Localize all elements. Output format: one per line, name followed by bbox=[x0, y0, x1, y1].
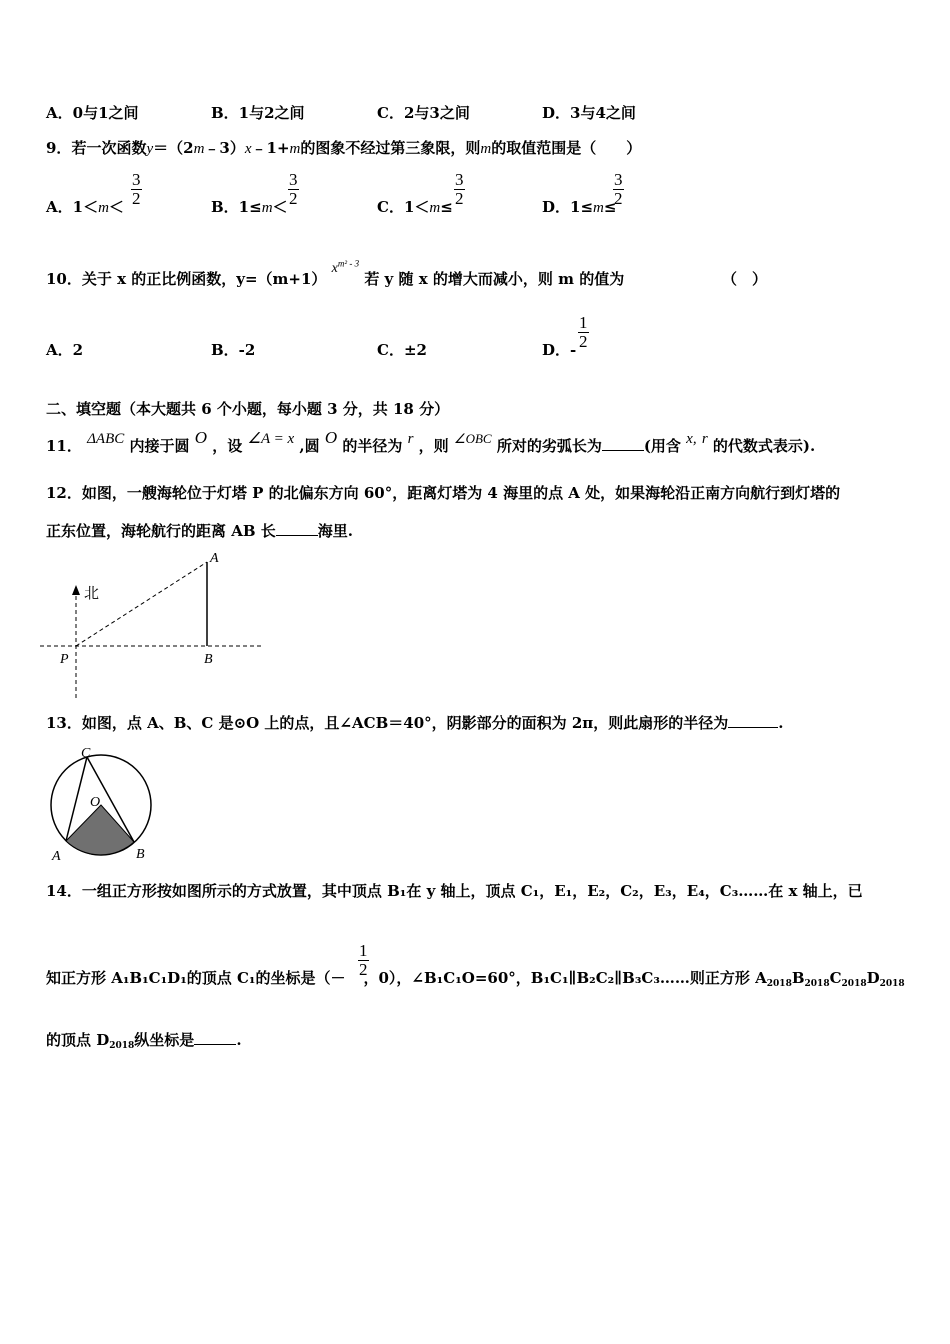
q12-label-a: A bbox=[210, 551, 219, 566]
q12-pa-line bbox=[76, 562, 207, 646]
q10-option-d-fraction: $\frac{1}{2}$ bbox=[579, 313, 588, 351]
q10-power: $x^{m^2 - 3}$ bbox=[331, 258, 360, 276]
q8-option-d: D．3与4之间 bbox=[542, 104, 636, 122]
q13-shaded-sector bbox=[66, 805, 134, 855]
q12-line2: 正东位置，海轮航行的距离 AB 长 海里. bbox=[46, 522, 353, 540]
q9-option-a: A．1＜m＜ bbox=[46, 198, 124, 216]
q9-option-c: C．1＜m≤ bbox=[377, 198, 453, 216]
q12-north-label: 北 bbox=[84, 584, 100, 602]
q10-paren: （ ） bbox=[722, 270, 768, 288]
q14-line3: 的顶点 $D_{2018}$纵坐标是 . bbox=[46, 1031, 242, 1051]
q9-option-a-fraction: $\frac{3}{2}$ bbox=[132, 170, 141, 208]
q12-figure bbox=[40, 548, 270, 700]
q10-stem: 10．关于 x 的正比例函数，y=（m+1） $x^{m^2 - 3}$ 若 y 随 x 的增大而减小，则 m 的值为 bbox=[46, 258, 625, 288]
q8-option-a: A．0与1之间 bbox=[46, 104, 139, 122]
q10-option-b: B．-2 bbox=[211, 341, 256, 359]
q9-option-d: D．1≤m≤ bbox=[542, 198, 617, 216]
q9-option-d-fraction: $\frac{3}{2}$ bbox=[614, 170, 623, 208]
q13-stem: 13．如图，点 A、B、C 是⊙O 上的点，且∠ACB＝40°，阴影部分的面积为 2π，则此扇形的半径为 . bbox=[46, 714, 784, 732]
q12-label-b: B bbox=[204, 652, 213, 667]
q10-option-d: D．- bbox=[542, 341, 577, 359]
q13-label-a: A bbox=[52, 849, 61, 864]
q12-label-p: P bbox=[60, 652, 69, 667]
q13-label-b: B bbox=[136, 847, 145, 862]
q9-option-b-fraction: $\frac{3}{2}$ bbox=[289, 170, 298, 208]
q12-line1: 12．如图，一艘海轮位于灯塔 P 的北偏东方向 60°，距离灯塔为 4 海里的点 A 处，如果海轮沿正南方向航行到灯塔的 bbox=[46, 484, 841, 502]
q9-option-c-fraction: $\frac{3}{2}$ bbox=[455, 170, 464, 208]
q13-label-c: C bbox=[81, 746, 91, 761]
q14-fraction: $\frac{1}{2}$ bbox=[359, 941, 368, 979]
q14-line2: 知正方形 A₁B₁C₁D₁的顶点 C₁的坐标是（－ ，0），∠B₁C₁O=60°，B₁C₁∥B₂C₂∥B₃C₃……则正方形 $A_{2018}B_{2018}C_{2018}D_{2018}$ bbox=[46, 969, 905, 989]
q10-option-c: C．±2 bbox=[377, 341, 427, 359]
q9-option-b: B．1≤m＜ bbox=[211, 198, 288, 216]
q8-option-c: C．2与3之间 bbox=[377, 104, 470, 122]
q13-label-o: O bbox=[90, 795, 101, 810]
q13-figure bbox=[44, 742, 156, 864]
q14-line1: 14．一组正方形按如图所示的方式放置，其中顶点 B₁在 y 轴上，顶点 C₁，E₁，E₂，C₂，E₃，E₄，C₃……在 x 轴上，已 bbox=[46, 882, 863, 900]
q14-answer-blank bbox=[194, 1044, 236, 1045]
q13-answer-blank bbox=[728, 727, 778, 728]
q9-stem: 9．若一次函数y＝（2m﹣3）x﹣1+m的图象不经过第三象限，则m的取值范围是（ ） bbox=[46, 139, 642, 157]
q8-option-b: B．1与2之间 bbox=[211, 104, 305, 122]
q11-stem: 11． ΔABC 内接于圆 O ，设 ∠A = x ,圆 O 的半径为 r ，则 ∠OBC 所对的劣弧长为 (用含 x, r 的代数式表示). bbox=[46, 428, 816, 455]
section-title: 二、填空题（本大题共 6 个小题，每小题 3 分，共 18 分） bbox=[46, 400, 450, 418]
q10-option-a: A．2 bbox=[46, 341, 84, 359]
q12-answer-blank bbox=[276, 535, 318, 536]
q12-north-arrow bbox=[72, 585, 80, 595]
q11-answer-blank bbox=[602, 450, 644, 451]
